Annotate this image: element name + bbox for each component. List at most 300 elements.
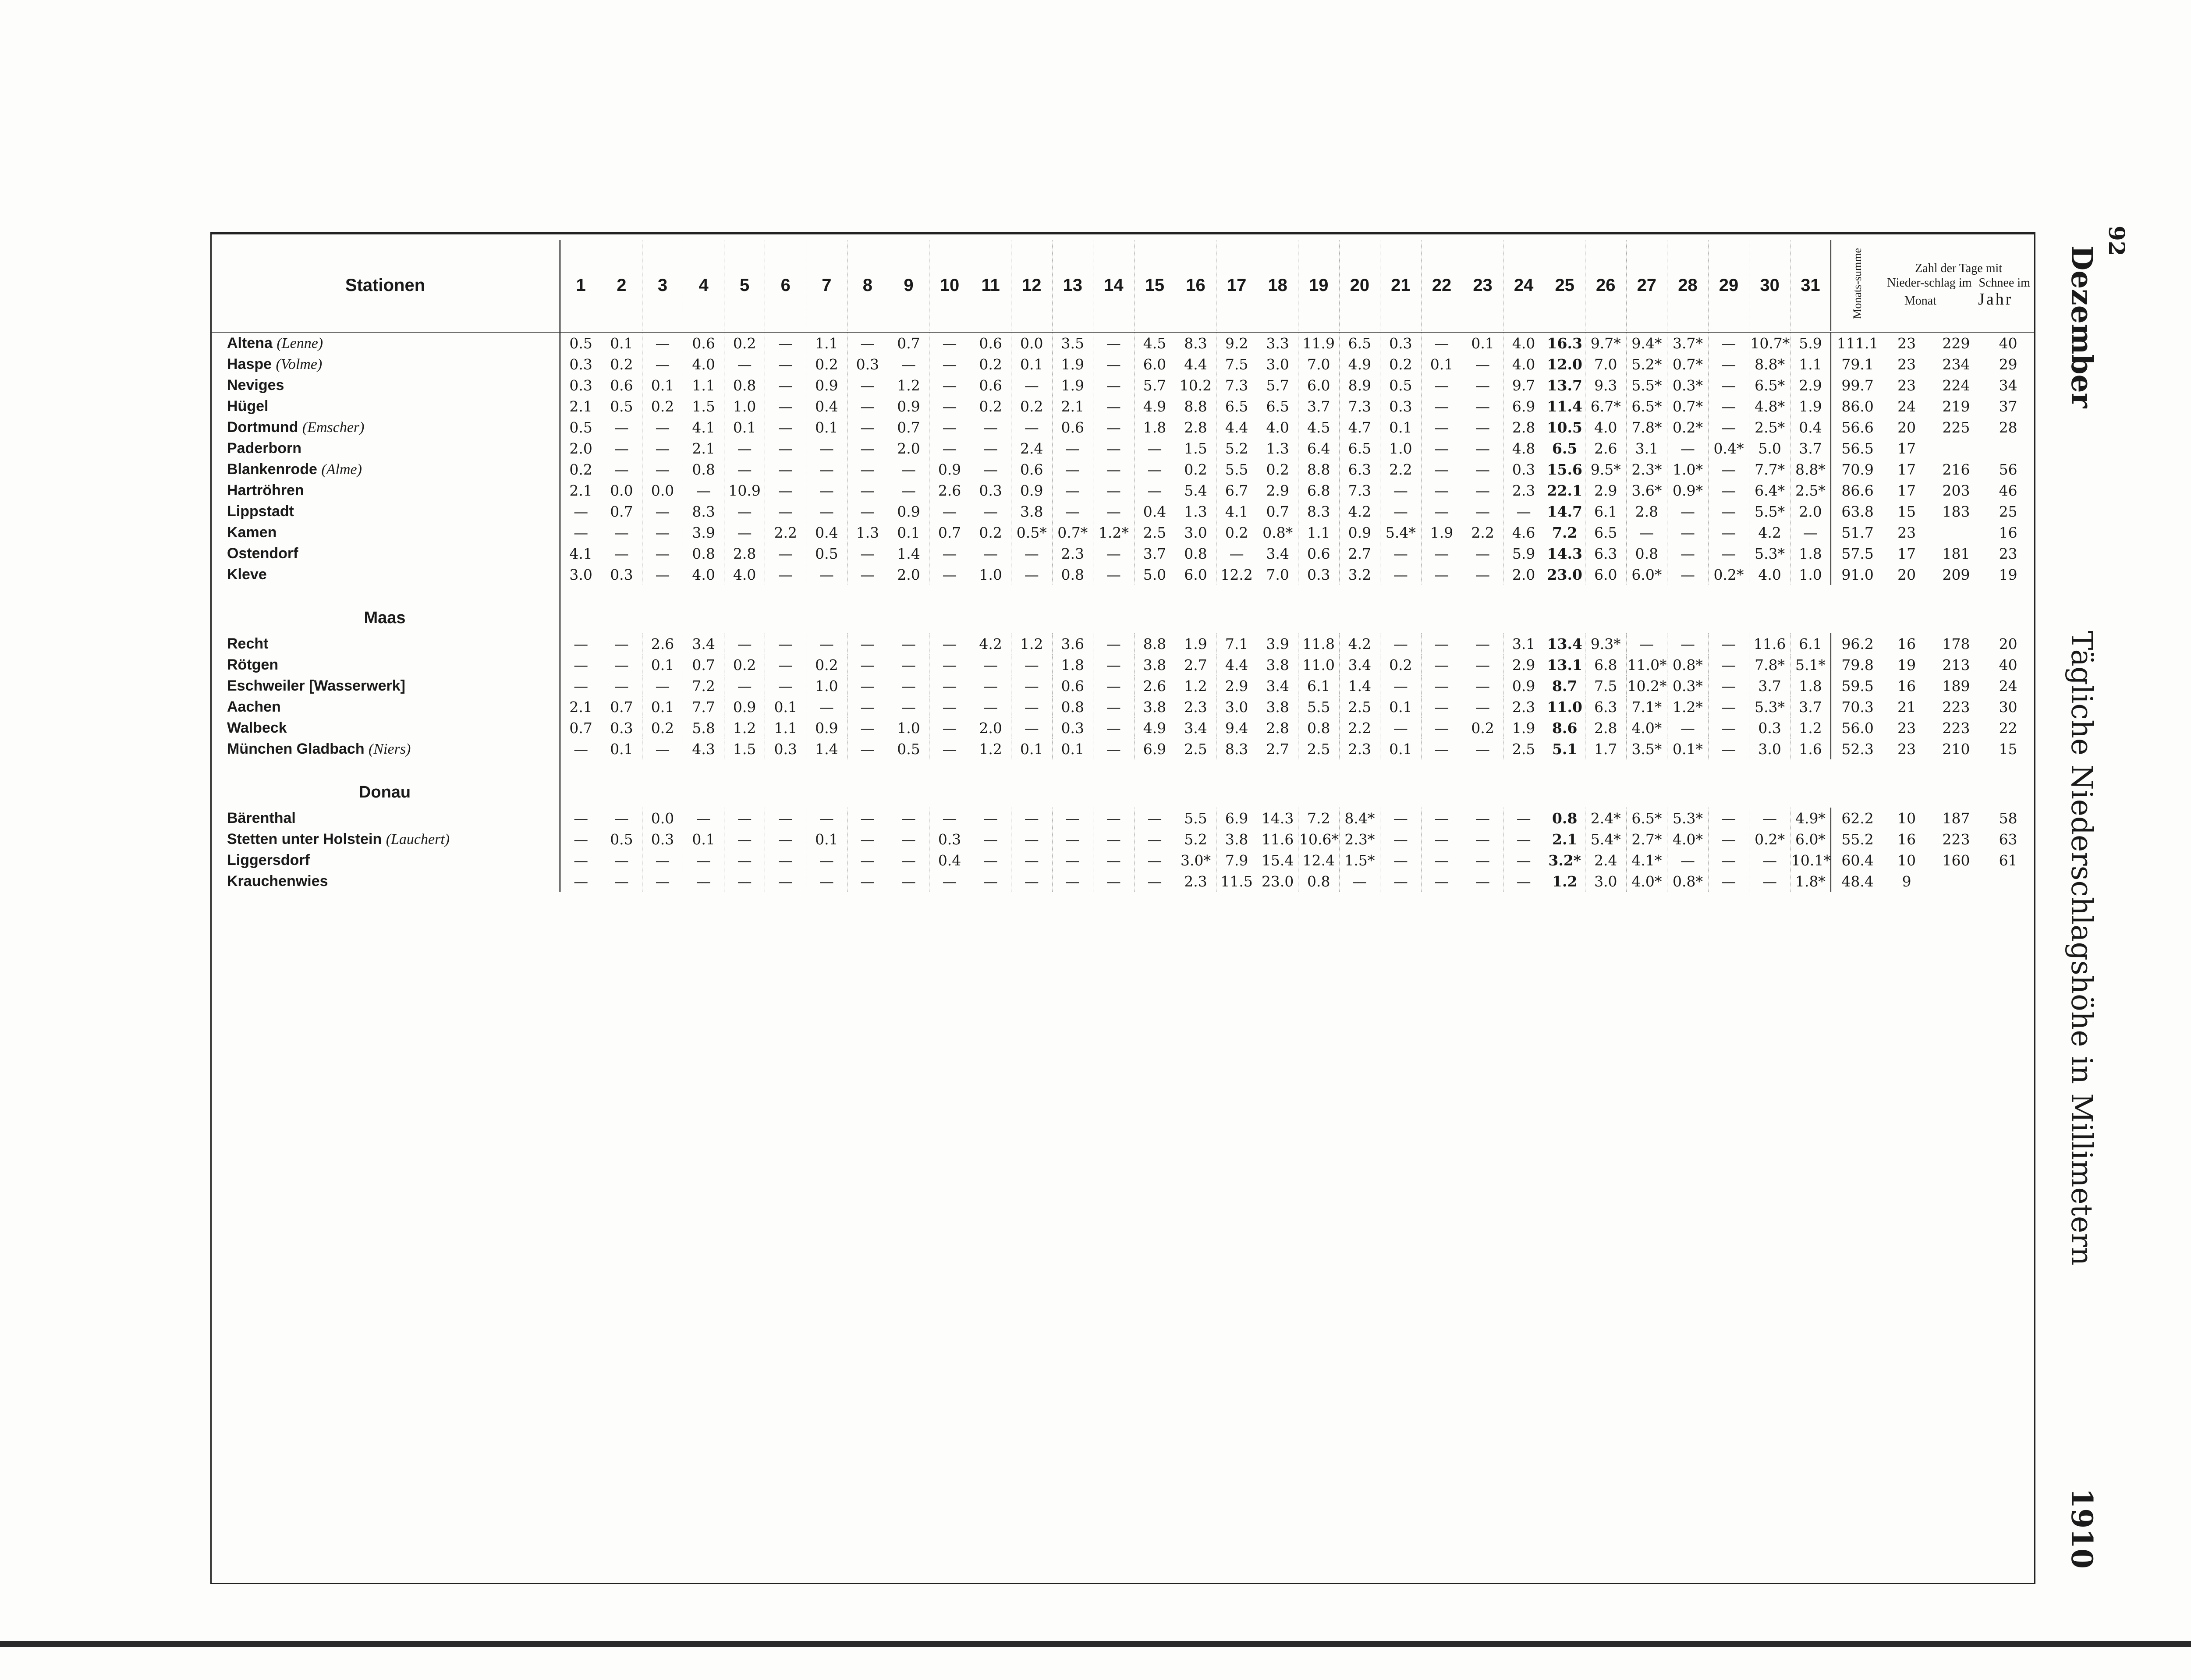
day-value: 2.6 (1134, 675, 1175, 696)
day-value: 5.8 (683, 717, 724, 738)
day-value: — (765, 654, 806, 675)
precip-days-year: 181 (1942, 545, 1970, 562)
day-value: — (1708, 871, 1749, 892)
day-value: 0.6 (683, 332, 724, 354)
day-value: 3.3 (1257, 332, 1298, 354)
day-value: — (1708, 850, 1749, 871)
day-value: 4.0* (1667, 829, 1709, 850)
day-value: 1.5 (724, 738, 765, 759)
day-value: 0.9 (806, 375, 847, 396)
day-value: 1.5 (1175, 438, 1216, 459)
day-value: — (847, 332, 888, 354)
day-value: 6.5 (1216, 396, 1257, 417)
day-header: 3 (642, 240, 683, 332)
day-value: 13.4 (1544, 633, 1585, 654)
precip-days: 17 (1897, 439, 1916, 457)
station-river: (Lenne) (277, 335, 323, 351)
day-value: — (888, 696, 929, 717)
day-value: 5.0 (1134, 564, 1175, 585)
day-value: — (1462, 696, 1503, 717)
table-row (211, 850, 2034, 871)
day-value: 0.3* (1667, 375, 1709, 396)
day-value: 8.9 (1339, 375, 1380, 396)
day-value: 10.7* (1749, 332, 1790, 354)
day-value: 3.0 (1175, 522, 1216, 543)
day-value: — (1708, 354, 1749, 375)
day-value: 2.1 (560, 396, 601, 417)
day-value: — (601, 850, 642, 871)
day-value: 1.1 (683, 375, 724, 396)
day-value: — (806, 633, 847, 654)
precip-days-year: 234 (1942, 355, 1970, 373)
day-value: 4.1 (1216, 501, 1257, 522)
precip-days: 21 (1897, 698, 1916, 716)
day-value: 0.8* (1667, 871, 1709, 892)
header-row (211, 240, 2034, 332)
snow-days: 30 (1999, 698, 2017, 716)
day-value: — (888, 633, 929, 654)
day-value: — (724, 850, 765, 871)
day-value: — (1462, 564, 1503, 585)
day-value: 2.8 (1585, 717, 1627, 738)
snow-days: 61 (1999, 851, 2017, 869)
day-value: — (765, 438, 806, 459)
snow-days: 15 (1999, 740, 2017, 758)
station-name: München Gladbach (227, 740, 365, 757)
day-value: — (847, 871, 888, 892)
monthly-sum: 56.5 (1831, 438, 1883, 459)
precip-days: 16 (1897, 830, 1916, 848)
precip-days: 24 (1897, 397, 1916, 415)
day-value: — (1134, 829, 1175, 850)
day-value: — (560, 654, 601, 675)
day-value: — (765, 332, 806, 354)
snow-days (1982, 438, 2034, 459)
day-value: — (724, 829, 765, 850)
snow-days: 63 (1999, 830, 2017, 848)
day-value: — (724, 354, 765, 375)
day-value: 3.4 (683, 633, 724, 654)
day-value: 0.2 (1011, 396, 1052, 417)
day-header: 19 (1298, 240, 1339, 332)
day-value: 1.4 (1339, 675, 1380, 696)
day-header: 26 (1585, 240, 1627, 332)
day-value: 5.4 (1175, 480, 1216, 501)
day-value: 2.9 (1790, 375, 1831, 396)
day-value: — (1421, 375, 1462, 396)
day-value: — (1052, 808, 1093, 829)
day-value: 4.4 (1216, 417, 1257, 438)
day-value: — (765, 871, 806, 892)
precip-days: 19 (1897, 656, 1916, 673)
day-value: — (683, 850, 724, 871)
snow-days: 37 (1999, 397, 2017, 415)
table-row (211, 564, 2034, 585)
day-value: 6.9 (1503, 396, 1544, 417)
day-value: — (1134, 850, 1175, 871)
day-value: 1.2 (1175, 675, 1216, 696)
day-header: 18 (1257, 240, 1298, 332)
day-value: — (970, 808, 1011, 829)
precip-days: 17 (1897, 461, 1916, 478)
day-value: 3.8 (1011, 501, 1052, 522)
day-value: 0.7 (1257, 501, 1298, 522)
precip-days: 23 (1897, 719, 1916, 737)
station-name: Haspe (227, 355, 272, 372)
day-value: 0.7* (1667, 396, 1709, 417)
day-value: 7.5 (1585, 675, 1627, 696)
day-value: — (724, 633, 765, 654)
day-value: 0.3 (1749, 717, 1790, 738)
day-value: 4.8 (1503, 438, 1544, 459)
precip-days-year (1930, 438, 1982, 459)
day-value: 14.3 (1544, 543, 1585, 564)
day-value: 0.8 (1626, 543, 1667, 564)
day-value: — (929, 871, 970, 892)
day-value: 2.1 (683, 438, 724, 459)
day-value: — (1462, 633, 1503, 654)
day-value: — (765, 850, 806, 871)
monthly-sum: 62.2 (1831, 808, 1883, 829)
day-value: 0.1 (683, 829, 724, 850)
day-value: — (888, 871, 929, 892)
day-value: 1.8 (1790, 543, 1831, 564)
day-value: 3.0 (1749, 738, 1790, 759)
day-value: 5.2 (1216, 438, 1257, 459)
day-value: 0.7 (929, 522, 970, 543)
table-row (211, 829, 2034, 850)
day-value: 0.7 (888, 332, 929, 354)
day-value: 15.4 (1257, 850, 1298, 871)
station-name: Stetten unter Holstein (227, 830, 382, 847)
day-value: 0.3 (1503, 459, 1544, 480)
day-value: 5.4* (1585, 829, 1627, 850)
day-value: — (970, 459, 1011, 480)
day-value: — (847, 696, 888, 717)
day-value: 0.8 (1298, 871, 1339, 892)
day-value: 1.0 (806, 675, 847, 696)
day-value: 2.1 (560, 696, 601, 717)
table-row (211, 332, 2034, 354)
day-header: 7 (806, 240, 847, 332)
day-value: 3.0 (1216, 696, 1257, 717)
bottom-rule (0, 1641, 2191, 1647)
table-row (211, 633, 2034, 654)
monthly-sum: 63.8 (1831, 501, 1883, 522)
station-name: Walbeck (227, 719, 287, 736)
station-cell (211, 850, 560, 871)
day-value: 7.0 (1298, 354, 1339, 375)
day-value: 11.4 (1544, 396, 1585, 417)
day-value: — (1421, 696, 1462, 717)
day-value: — (765, 480, 806, 501)
day-value: 4.9 (1134, 396, 1175, 417)
day-value: 3.0* (1175, 850, 1216, 871)
precip-days-year: 178 (1942, 635, 1970, 652)
day-value: — (847, 675, 888, 696)
day-value: — (970, 696, 1011, 717)
day-value: 0.9 (929, 459, 970, 480)
day-value: 1.0 (970, 564, 1011, 585)
day-value: — (683, 871, 724, 892)
day-value: — (847, 850, 888, 871)
snow-days: 19 (1999, 566, 2017, 583)
day-value: — (765, 808, 806, 829)
day-value: — (1093, 501, 1134, 522)
day-header: 6 (765, 240, 806, 332)
day-value: — (683, 808, 724, 829)
day-value: — (1708, 459, 1749, 480)
day-value: 0.2 (560, 459, 601, 480)
day-value: 2.5* (1790, 480, 1831, 501)
day-value: 1.2 (888, 375, 929, 396)
day-header: 17 (1216, 240, 1257, 332)
day-value: — (1462, 480, 1503, 501)
day-value: 1.9 (1052, 375, 1093, 396)
day-value: 2.0 (888, 564, 929, 585)
day-value: 6.7* (1585, 396, 1627, 417)
day-value: — (1708, 332, 1749, 354)
day-value: — (1380, 675, 1422, 696)
day-value: 2.2 (1380, 459, 1422, 480)
day-value: — (601, 543, 642, 564)
day-value: 3.6* (1626, 480, 1667, 501)
day-value: 0.1 (1380, 696, 1422, 717)
snow-days: 40 (1999, 656, 2017, 673)
day-value: — (765, 633, 806, 654)
station-name: Recht (227, 635, 269, 652)
day-value: — (1667, 850, 1709, 871)
day-value: — (1708, 543, 1749, 564)
day-value: — (1421, 808, 1462, 829)
day-value: 2.2 (1339, 717, 1380, 738)
day-value: — (1708, 717, 1749, 738)
day-value: — (1421, 654, 1462, 675)
day-value: — (1462, 417, 1503, 438)
day-value: 0.8 (683, 543, 724, 564)
day-value: 6.5 (1339, 438, 1380, 459)
snow-days: 29 (1999, 355, 2017, 373)
day-value: — (929, 354, 970, 375)
title-main: Tägliche Niederschlagshöhe in Millimetern (2065, 631, 2099, 1266)
day-value: 2.3* (1626, 459, 1667, 480)
table-row (211, 717, 2034, 738)
day-value: 3.7 (1134, 543, 1175, 564)
day-value: 0.0 (1011, 332, 1052, 354)
day-value: 9.4 (1216, 717, 1257, 738)
day-value: — (929, 717, 970, 738)
day-value: 0.7 (601, 696, 642, 717)
day-value: — (642, 871, 683, 892)
day-value: 2.2 (1462, 522, 1503, 543)
station-name: Rötgen (227, 656, 279, 673)
day-value: 0.8 (1544, 808, 1585, 829)
monthly-sum-header (1831, 240, 1883, 332)
day-value: — (1462, 543, 1503, 564)
monthly-sum: 56.0 (1831, 717, 1883, 738)
table-row (211, 375, 2034, 396)
day-value: — (642, 332, 683, 354)
day-value: — (1011, 564, 1052, 585)
day-value: — (1093, 808, 1134, 829)
station-cell (211, 480, 560, 501)
day-value: — (847, 438, 888, 459)
day-value: 4.9 (1339, 354, 1380, 375)
day-value: — (847, 501, 888, 522)
day-value: — (683, 480, 724, 501)
precip-days-year: 160 (1942, 851, 1970, 869)
day-value: — (1421, 543, 1462, 564)
monthly-sum: 86.0 (1831, 396, 1883, 417)
day-value: 0.8 (1175, 543, 1216, 564)
day-value: 6.4* (1749, 480, 1790, 501)
station-cell (211, 417, 560, 438)
day-value: — (929, 438, 970, 459)
day-value: 4.0 (1257, 417, 1298, 438)
day-value: — (1462, 738, 1503, 759)
day-value: — (1421, 417, 1462, 438)
day-value: 0.9 (888, 501, 929, 522)
day-value: — (642, 522, 683, 543)
station-name: Blankenrode (227, 461, 317, 478)
snow-label: Schnee im (1978, 276, 2030, 290)
snow-days: 46 (1999, 482, 2017, 499)
day-value: — (724, 522, 765, 543)
day-value: — (560, 522, 601, 543)
table-row (211, 654, 2034, 675)
day-value: — (1626, 522, 1667, 543)
day-value: 7.8* (1749, 654, 1790, 675)
day-value: — (1462, 675, 1503, 696)
day-value: 5.5 (1298, 696, 1339, 717)
day-value: — (1462, 396, 1503, 417)
day-value: — (1380, 501, 1422, 522)
day-value: — (1503, 850, 1544, 871)
day-value: 0.3 (765, 738, 806, 759)
day-header: 25 (1544, 240, 1585, 332)
day-value: — (806, 459, 847, 480)
day-value: 10.6* (1298, 829, 1339, 850)
day-value: 3.0 (560, 564, 601, 585)
day-value: 1.1 (1298, 522, 1339, 543)
station-name: Hartröhren (227, 482, 304, 499)
day-value: 4.0* (1626, 871, 1667, 892)
snow-days: 23 (1999, 545, 2017, 562)
day-value: 0.3 (1052, 717, 1093, 738)
day-value: 0.2 (970, 522, 1011, 543)
day-value: — (765, 543, 806, 564)
day-value: 3.7 (1790, 696, 1831, 717)
station-river: (Lauchert) (386, 831, 450, 847)
day-value: — (642, 543, 683, 564)
day-value: — (806, 501, 847, 522)
precip-days-year: 225 (1942, 418, 1970, 436)
day-value: — (1093, 543, 1134, 564)
table-row (211, 696, 2034, 717)
day-value: 0.2* (1708, 564, 1749, 585)
day-value: 7.8* (1626, 417, 1667, 438)
day-value: 4.9 (1134, 717, 1175, 738)
day-value: 0.9 (724, 696, 765, 717)
day-value: 15.6 (1544, 459, 1585, 480)
day-value: 4.0* (1626, 717, 1667, 738)
precip-days: 23 (1897, 355, 1916, 373)
day-value: — (765, 396, 806, 417)
day-value: 4.2 (1339, 633, 1380, 654)
day-value: 5.5* (1626, 375, 1667, 396)
table-row (211, 738, 2034, 759)
day-value: 11.5 (1216, 871, 1257, 892)
day-value: 0.5* (1011, 522, 1052, 543)
day-value: — (1011, 717, 1052, 738)
day-value: 0.5 (560, 417, 601, 438)
day-value: — (1093, 417, 1134, 438)
precip-days-year: 223 (1942, 698, 1970, 716)
day-value: — (1708, 633, 1749, 654)
day-value: — (1380, 543, 1422, 564)
day-value: 1.2 (970, 738, 1011, 759)
day-value: 0.7 (683, 654, 724, 675)
day-value: 4.9* (1790, 808, 1831, 829)
day-value: 4.5 (1298, 417, 1339, 438)
day-value: 6.9 (1134, 738, 1175, 759)
day-value: — (1462, 829, 1503, 850)
day-value: 10.2 (1175, 375, 1216, 396)
table-row (211, 675, 2034, 696)
day-value: — (1667, 522, 1709, 543)
precip-days-year: 183 (1942, 503, 1970, 520)
day-value: — (1421, 438, 1462, 459)
day-value: 5.5* (1749, 501, 1790, 522)
day-value: 6.8 (1298, 480, 1339, 501)
monthly-sum: 96.2 (1831, 633, 1883, 654)
day-value: 1.7 (1585, 738, 1627, 759)
day-value: — (1093, 332, 1134, 354)
day-value: 8.3 (1216, 738, 1257, 759)
day-value: — (1052, 480, 1093, 501)
day-value: — (1380, 633, 1422, 654)
station-cell (211, 396, 560, 417)
day-value: 0.7 (888, 417, 929, 438)
day-value: 0.3 (1380, 332, 1422, 354)
station-name: Ostendorf (227, 545, 298, 562)
day-value: 1.3 (1175, 501, 1216, 522)
day-value: 8.7 (1544, 675, 1585, 696)
day-value: 1.9 (1503, 717, 1544, 738)
day-value: — (847, 808, 888, 829)
day-value: 4.0 (1503, 332, 1544, 354)
day-value: — (806, 850, 847, 871)
day-value: 2.8 (1175, 417, 1216, 438)
day-value: 9.5* (1585, 459, 1627, 480)
station-cell (211, 654, 560, 675)
day-value: 3.7 (1298, 396, 1339, 417)
day-value: — (724, 438, 765, 459)
day-value: 6.5 (1585, 522, 1627, 543)
day-value: — (1093, 633, 1134, 654)
day-value: — (929, 375, 970, 396)
station-river: (Volme) (276, 356, 323, 372)
day-value: — (642, 438, 683, 459)
day-value: — (1134, 808, 1175, 829)
day-value: — (1093, 438, 1134, 459)
day-header: 20 (1339, 240, 1380, 332)
day-value: 5.5 (1216, 459, 1257, 480)
day-value: 0.1 (1052, 738, 1093, 759)
day-value: — (1093, 675, 1134, 696)
monthly-sum: 52.3 (1831, 738, 1883, 759)
day-value: 1.4 (806, 738, 847, 759)
